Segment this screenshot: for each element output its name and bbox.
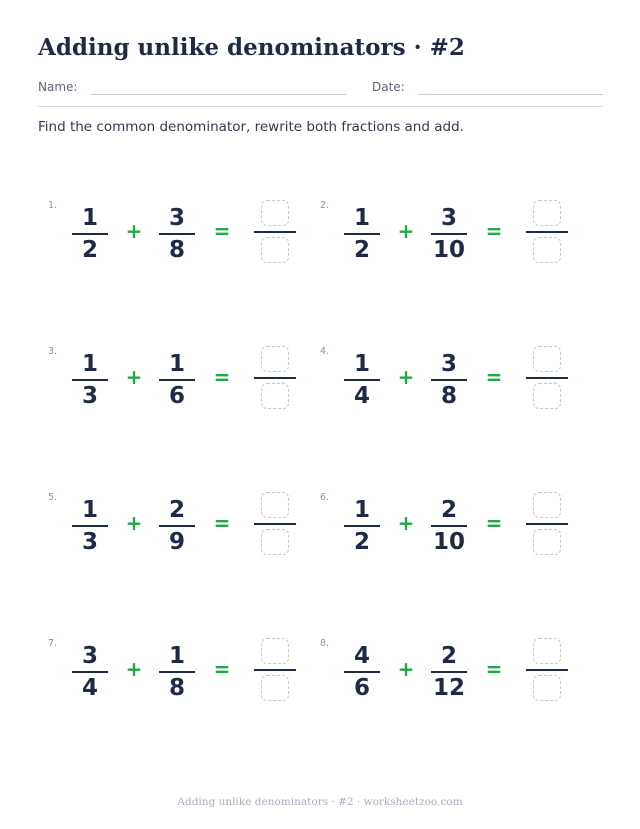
- numerator: 2: [440, 643, 457, 669]
- first-fraction: [344, 204, 380, 264]
- denominator: 8: [440, 383, 457, 409]
- denominator: 6: [168, 383, 185, 409]
- second-fraction: [159, 204, 195, 264]
- answer-fraction: [254, 638, 298, 704]
- equals-sign: =: [485, 511, 503, 535]
- answer-fraction: [526, 638, 570, 704]
- answer-denominator-box[interactable]: [533, 383, 561, 409]
- first-fraction: [72, 204, 108, 264]
- equals-sign: =: [485, 219, 503, 243]
- fraction-bar: [72, 379, 108, 381]
- answer-fraction-bar: [526, 523, 568, 525]
- answer-numerator-box[interactable]: [533, 492, 561, 518]
- denominator: 10: [432, 529, 465, 555]
- answer-numerator-box[interactable]: [533, 346, 561, 372]
- answer-fraction-bar: [254, 523, 296, 525]
- problem-number: 2.: [320, 200, 330, 211]
- answer-numerator-box[interactable]: [261, 200, 289, 226]
- answer-denominator-box[interactable]: [261, 675, 289, 701]
- fraction-bar: [344, 671, 380, 673]
- numerator: 3: [168, 205, 185, 231]
- numerator: 1: [353, 205, 370, 231]
- first-fraction: [344, 350, 380, 410]
- plus-sign: +: [397, 657, 415, 681]
- instructions: Find the common denominator, rewrite both fractions and add.: [38, 119, 464, 135]
- numerator: 1: [168, 643, 185, 669]
- answer-fraction-bar: [526, 377, 568, 379]
- first-fraction: [344, 496, 380, 556]
- problem-number: 3.: [48, 346, 58, 357]
- denominator: 12: [432, 675, 465, 701]
- denominator: 8: [168, 675, 185, 701]
- problem-number: 4.: [320, 346, 330, 357]
- answer-fraction: [526, 200, 570, 266]
- header-divider: [38, 106, 603, 107]
- name-line[interactable]: [91, 94, 346, 95]
- plus-sign: +: [397, 365, 415, 389]
- numerator: 1: [353, 351, 370, 377]
- numerator: 1: [81, 351, 98, 377]
- denominator: 8: [168, 237, 185, 263]
- date-label: Date:: [372, 80, 405, 94]
- equals-sign: =: [485, 657, 503, 681]
- numerator: 1: [353, 497, 370, 523]
- equals-sign: =: [485, 365, 503, 389]
- second-fraction: [431, 642, 467, 702]
- plus-sign: +: [125, 511, 143, 535]
- denominator: 3: [81, 383, 98, 409]
- answer-denominator-box[interactable]: [261, 383, 289, 409]
- denominator: 10: [432, 237, 465, 263]
- denominator: 3: [81, 529, 98, 555]
- denominator: 4: [353, 383, 370, 409]
- answer-fraction: [254, 346, 298, 412]
- problem-number: 1.: [48, 200, 58, 211]
- denominator: 2: [353, 237, 370, 263]
- numerator: 1: [81, 205, 98, 231]
- problem: [310, 638, 580, 718]
- answer-denominator-box[interactable]: [261, 237, 289, 263]
- problem-number: 8.: [320, 638, 330, 649]
- problem: [38, 346, 308, 426]
- answer-numerator-box[interactable]: [261, 638, 289, 664]
- first-fraction: [72, 496, 108, 556]
- numerator: 2: [168, 497, 185, 523]
- plus-sign: +: [397, 511, 415, 535]
- fraction-bar: [72, 671, 108, 673]
- second-fraction: [431, 204, 467, 264]
- fraction-bar: [159, 525, 195, 527]
- answer-fraction: [254, 492, 298, 558]
- answer-fraction: [526, 346, 570, 412]
- problem: [38, 200, 308, 280]
- answer-numerator-box[interactable]: [261, 346, 289, 372]
- denominator: 9: [168, 529, 185, 555]
- fraction-bar: [431, 379, 467, 381]
- page-footer: Adding unlike denominators · #2 · worksheetzoo.com: [177, 796, 463, 808]
- first-fraction: [72, 642, 108, 702]
- answer-numerator-box[interactable]: [261, 492, 289, 518]
- plus-sign: +: [125, 657, 143, 681]
- answer-numerator-box[interactable]: [533, 200, 561, 226]
- answer-numerator-box[interactable]: [533, 638, 561, 664]
- plus-sign: +: [125, 219, 143, 243]
- second-fraction: [159, 350, 195, 410]
- numerator: 3: [440, 205, 457, 231]
- second-fraction: [159, 642, 195, 702]
- fraction-bar: [431, 525, 467, 527]
- first-fraction: [344, 642, 380, 702]
- problem-number: 7.: [48, 638, 58, 649]
- problem: [310, 492, 580, 572]
- problem-number: 5.: [48, 492, 58, 503]
- date-line[interactable]: [418, 94, 603, 95]
- equals-sign: =: [213, 511, 231, 535]
- numerator: 2: [440, 497, 457, 523]
- denominator: 4: [81, 675, 98, 701]
- problem: [38, 492, 308, 572]
- fraction-bar: [72, 233, 108, 235]
- first-fraction: [72, 350, 108, 410]
- name-label: Name:: [38, 80, 78, 94]
- problem-number: 6.: [320, 492, 330, 503]
- fraction-bar: [344, 525, 380, 527]
- fraction-bar: [159, 379, 195, 381]
- numerator: 1: [81, 497, 98, 523]
- answer-fraction-bar: [526, 669, 568, 671]
- answer-fraction: [254, 200, 298, 266]
- numerator: 4: [353, 643, 370, 669]
- numerator: 3: [81, 643, 98, 669]
- plus-sign: +: [397, 219, 415, 243]
- worksheet-title: Adding unlike denominators · #2: [38, 34, 465, 61]
- answer-fraction-bar: [254, 669, 296, 671]
- denominator: 6: [353, 675, 370, 701]
- answer-denominator-box[interactable]: [533, 237, 561, 263]
- numerator: 1: [168, 351, 185, 377]
- fraction-bar: [159, 233, 195, 235]
- fraction-bar: [72, 525, 108, 527]
- denominator: 2: [81, 237, 98, 263]
- fraction-bar: [431, 233, 467, 235]
- numerator: 3: [440, 351, 457, 377]
- fraction-bar: [159, 671, 195, 673]
- equals-sign: =: [213, 219, 231, 243]
- plus-sign: +: [125, 365, 143, 389]
- answer-denominator-box[interactable]: [533, 675, 561, 701]
- answer-fraction-bar: [254, 377, 296, 379]
- answer-fraction-bar: [254, 231, 296, 233]
- answer-denominator-box[interactable]: [261, 529, 289, 555]
- problem: [38, 638, 308, 718]
- problem: [310, 200, 580, 280]
- second-fraction: [431, 350, 467, 410]
- answer-fraction-bar: [526, 231, 568, 233]
- fraction-bar: [431, 671, 467, 673]
- fraction-bar: [344, 233, 380, 235]
- answer-denominator-box[interactable]: [533, 529, 561, 555]
- problem: [310, 346, 580, 426]
- equals-sign: =: [213, 365, 231, 389]
- denominator: 2: [353, 529, 370, 555]
- second-fraction: [159, 496, 195, 556]
- equals-sign: =: [213, 657, 231, 681]
- answer-fraction: [526, 492, 570, 558]
- second-fraction: [431, 496, 467, 556]
- fraction-bar: [344, 379, 380, 381]
